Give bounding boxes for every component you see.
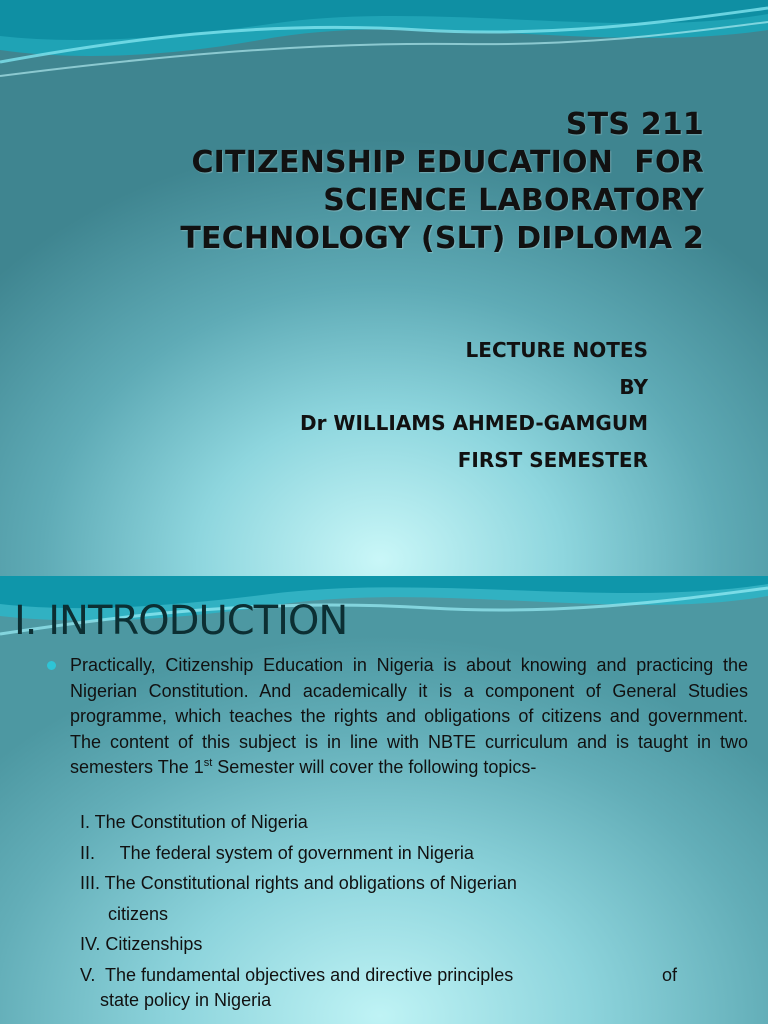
title-line-3: SCIENCE LABORATORY [323, 183, 704, 218]
paragraph-main: Practically, Citizenship Education in Nigeria is about knowing and practicing the Nigerian Constitution. And academically it is a component of General Studies programme, which teaches the rights and obligations of citizens and government. The content of this subject is in line with NBTE curriculum and is taught in two semesters The 1 [70, 655, 748, 777]
topic-item-5: V. The fundamental objectives and directive principles [80, 965, 514, 985]
decorative-wave-banner [0, 0, 768, 90]
topic-item-5-continued: state policy in Nigeria [100, 990, 272, 1010]
title-line-1: STS 211 [565, 107, 704, 142]
subtitle-line-3: Dr WILLIAMS AHMED-GAMGUM [299, 411, 648, 435]
topic-item-5-of: of [662, 965, 678, 985]
paragraph-tail: Semester will cover the following topics- [212, 757, 537, 777]
subtitle-line-2: BY [619, 374, 648, 399]
bullet-icon [47, 661, 56, 670]
slide-subtitle [300, 332, 648, 478]
title-line-4: TECHNOLOGY (SLT) DIPLOMA 2 [180, 221, 704, 256]
introduction-slide [0, 576, 768, 1024]
topic-item-2: II. The federal system of government in Nigeria [80, 843, 474, 863]
topic-item-1: I. The Constitution of Nigeria [80, 812, 308, 832]
ordinal-suffix: st [203, 757, 213, 769]
slide-heading: I. INTRODUCTION [14, 598, 348, 644]
intro-paragraph [70, 653, 748, 781]
title-line-2: CITIZENSHIP EDUCATION FOR [191, 145, 704, 180]
topic-item-3: III. The Constitutional rights and obligations of Nigerian [80, 873, 517, 893]
subtitle-line-4: FIRST SEMESTER [457, 447, 648, 472]
topic-item-4: IV. Citizenships [80, 934, 203, 954]
topic-item-3-continued: citizens [108, 904, 169, 924]
subtitle-line-1: LECTURE NOTES [465, 338, 648, 362]
slide-title [180, 106, 704, 258]
